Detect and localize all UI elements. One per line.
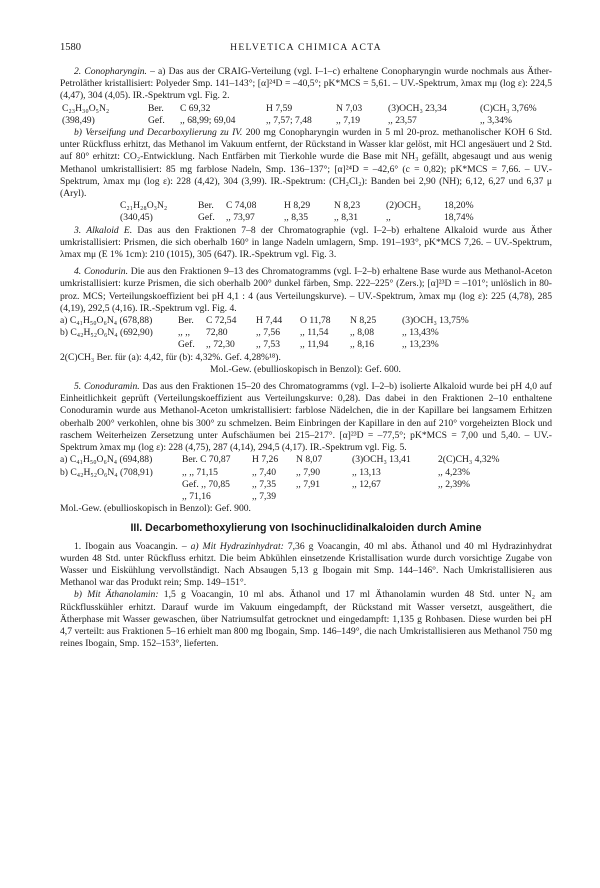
molecular-weight-text: Mol.-Gew. (ebullioskopisch in Benzol): Gef. 600. [210, 363, 401, 375]
formula [60, 491, 182, 503]
analysis-row [60, 467, 552, 479]
analysis-row [60, 200, 552, 212]
carbon-value: 72,80 [206, 327, 228, 339]
running-header [60, 42, 552, 56]
nitrogen-value: ,, 7,90 [296, 466, 320, 478]
analysis-row [60, 339, 552, 351]
section-2-text: – a) Das aus der CRAIG-Verteilung (vgl. I–1–c) erhaltene Conopharyngin wurde nochmals aus Äther-Petroläther kristallisiert: Polyeder Smp. 141–143°; [α]²⁴D = –40,5°; pK*MCS = 5,61. – UV.-Spektrum, λmax mμ (log ε): 224,5 (4,47), 304 (4,05). IR.-Spektrum vgl. Fig. 2. [60, 66, 552, 102]
formula [60, 479, 182, 491]
analysis-label: ,, ,, [178, 327, 190, 339]
cmethyl-value: ,, 4,23% [438, 466, 470, 478]
section-3-text: Das aus den Fraktionen 7–8 der Chromatographie (vgl. I–2–b) erhaltene Alkaloid wurde aus Äther umkristallisiert: Prismen, die sich oberhalb 160° in lange Nadeln umlagern, Smp. 191–193°, pK*MCS 7,26. – UV.-Spektrum, λmax mμ (E 1% 1cm): 210 (1015), 305 (647). IR.-Spektrum vgl. Fig. 3. [60, 224, 552, 261]
hydrogen-value: ,, 7,39 [252, 490, 276, 502]
section-2-paragraph [60, 66, 552, 103]
analysis-row [60, 479, 552, 491]
hydrogen-value: H 7,26 [252, 454, 279, 466]
ibogain-b-text: 1,5 g Voacangin, 10 ml abs. Äthanol und 17 ml Äthanolamin wurden 48 Std. unter N₂ am Rückflusskühler erhitzt. Darauf wurde im Vakuum eingedampft, der Rückstand mit Wasser versetzt, ausgeäthert, die Ätherphase mit Wasser gewaschen, über Natriumsulfat getrocknet und eingedampft: 1,135 g Rohbasen. Diese wurden bei pH 4,7 verteilt: aus Fraktionen 5–16 erhielt man 800 mg Ibogain, Smp. 146–149°, die nach Umkristallisieren aus Methanol 750 mg reines Ibogain, Smp. 152–153°, lieferten. [60, 589, 552, 650]
ibogain-a-title: – a) Mit Hydrazinhydrat: [181, 540, 284, 552]
cmethyl-row [60, 352, 552, 364]
nitrogen-value: N 8,23 [334, 200, 361, 212]
nitrogen-value: N 7,03 [336, 102, 363, 114]
analysis-row [60, 212, 552, 224]
cmethyl-value: ,, 2,39% [438, 478, 470, 490]
carbon-value: ,, 73,97 [226, 212, 255, 224]
section-2-title: 2. Conopharyngin. [74, 66, 147, 77]
section-4-text: Die aus den Fraktionen 9–13 des Chromatogramms (vgl. I–2–b) erhaltene Base wurde aus Methanol-Aceton umkristallisiert: kurze Prismen, die sich oberhalb 200° dunkel färben, Smp. 222–225° (Zers.); [α]²³D = –101°; unlöslich in 80-proz. MCS; Verteilungskoeffizient bei pH 4,1 : 4 (aus Verteilungskurve). – UV.-Spektrum, λmax mμ (log ε): 225 (4,78), 285 (4,19), 292,5 (4,16). IR.-Spektrum vgl. Fig. 4. [60, 266, 552, 314]
methoxy-label: (2)OCH₃ [386, 200, 421, 212]
hydrogen-value: ,, 7,35 [252, 478, 276, 490]
hydrogen-value: H 7,59 [266, 102, 293, 114]
analysis-label: Ber. [198, 200, 214, 212]
analysis-row [60, 454, 552, 466]
cmethyl-value: ,, 3,34% [480, 114, 512, 126]
page [60, 42, 552, 650]
carbon-value: ,, 68,99; 69,04 [180, 114, 236, 126]
formula: b) C₄₂H₅₂O₆N₄ (708,91) [60, 466, 153, 478]
section-3-paragraph [60, 225, 552, 262]
carbon-value: C 69,32 [180, 102, 211, 114]
section-5-paragraph [60, 381, 552, 454]
methoxy-value: 18,74% [444, 212, 474, 224]
molecular-weight-text: Mol.-Gew. (ebullioskopisch in Benzol): Gef. 900. [60, 503, 251, 515]
section-5-text: Das aus den Fraktionen 15–20 des Chromatogramms (vgl. I–2–b) isolierte Alkaloid wurde bei pH 4,0 auf Einheitlichkeit geprüft (Verteilungskoeffizient aus Verteilungskurve: 0,28). Das dabei in den Fraktionen 2–10 enthaltene Conoduramin wurde aus Methanol-Aceton umkristallisiert: farblose Nädelchen, die in der Kapillare bei langsamem Erhitzen oberhalb 200° verkohlen, ohne bis 300° zu schmelzen. Beim Einbringen der Kapillare in den auf 210° vorgeheizten Block und raschem Weiterheizen Zersetzung unter Aufschäumen bei 215–217°. [α]²³D = –77,5°; pK*MCS = 7,00 und 5,40. – UV.-Spektrum λmax mμ (log ε): 228 (4,75), 287 (4,14), 294,5 (4,17). IR.-Spektrum vgl. Fig. 5. [60, 381, 552, 454]
analysis-row [60, 315, 552, 327]
nitrogen-value: ,, 7,19 [336, 114, 360, 126]
analysis-row [60, 103, 552, 115]
hydrogen-value: H 7,44 [256, 315, 283, 327]
carbon-value: Gef. ,, 70,85 [182, 478, 230, 490]
section-2b-text: 200 mg Conopharyngin wurden in 5 ml 20-proz. methanolischer KOH 6 Std. unter Rückfluss erhitzt, das Methanol im Vakuum entfernt, der Rückstand in Wasser klar gelöst, mit HCl angesäuert und 2 Std. auf 80° erhitzt: CO₂-Entwicklung. Nach Entfärben mit Tierkohle wurde die Base mit NH₃ gefällt, abgesaugt und aus wenig Methanol umkristallisiert: 85 mg farblose Nadeln, Smp. 136–137°; [α]²⁴D = –42,6° (c = 0,82); pK*MCS = 7,66. – UV.-Spektrum, λmax mμ (log ε): 228 (4,42), 304 (3,99). IR.-Spektrum: (CH₂Cl₂): Banden bei 2,90 (NH); 6,12, 6,27 und 6,37 μ (Aryl). [60, 127, 553, 200]
analysis-label: Ber. [148, 102, 164, 114]
section-2b-paragraph [60, 127, 552, 200]
methoxy-value: ,, 23,57 [388, 114, 417, 126]
hydrogen-value: ,, 7,57; 7,48 [266, 114, 312, 126]
methoxy-value: ,, 13,23% [402, 339, 439, 351]
analysis-row [60, 327, 552, 339]
section-3-title: 3. Alkaloid E. [74, 224, 133, 236]
methoxy-value: ,, 13,13 [352, 466, 381, 478]
oxygen-value: ,, 11,54 [300, 327, 329, 339]
section-5-title: 5. Conoduramin. [74, 381, 140, 393]
hydrogen-value: ,, 7,56 [256, 327, 280, 339]
nitrogen-value: ,, 8,31 [334, 212, 358, 224]
formula: C₂₃H₃₀O₅N₂ [62, 102, 110, 114]
molecular-weight: (398,49) [62, 114, 95, 126]
formula: C₂₁H₂₈O₃N₂ [120, 200, 168, 212]
carbon-value: C 72,54 [206, 315, 237, 327]
analysis-label: Ber. [178, 315, 194, 327]
methoxy-value: ,, 13,43% [402, 327, 439, 339]
formula: a) C₄₁H₅₀O₆N₄ (694,88) [60, 454, 153, 466]
nitrogen-value: N 8,07 [296, 454, 323, 466]
cmethyl-value: 2(C)CH₃ 4,32% [438, 454, 500, 466]
nitrogen-value: ,, 7,91 [296, 478, 320, 490]
formula [60, 339, 178, 351]
methoxy-label: ,, [386, 212, 391, 224]
oxygen-value: O 11,78 [300, 315, 331, 327]
hydrogen-value: H 8,29 [284, 200, 311, 212]
formula: a) C₄₁H₅₀O₆N₄ (678,88) [60, 315, 153, 327]
methoxy-value: (3)OCH₃ 13,75% [402, 315, 469, 327]
carbon-value: Ber. C 70,87 [182, 454, 231, 466]
molecular-weight-row [60, 364, 552, 376]
nitrogen-value: ,, 8,08 [350, 327, 374, 339]
carbon-value: ,, ,, 71,15 [182, 466, 218, 478]
hydrogen-value: ,, 7,53 [256, 339, 280, 351]
carbon-value: ,, 72,30 [206, 339, 235, 351]
nitrogen-value: ,, 8,16 [350, 339, 374, 351]
carbon-value: C 74,08 [226, 200, 257, 212]
oxygen-value: ,, 11,94 [300, 339, 329, 351]
ibogain-b-title: b) Mit Äthanolamin: [74, 589, 159, 601]
methoxy-value: 18,20% [444, 200, 474, 212]
methoxy-value: ,, 12,67 [352, 478, 381, 490]
formula: b) C₄₂H₅₂O₆N₄ (692,90) [60, 327, 153, 339]
journal-title: HELVETICA CHIMICA ACTA [230, 42, 382, 53]
nitrogen-value: N 8,25 [350, 315, 377, 327]
ibogain-b-paragraph [60, 589, 552, 650]
page-number: 1580 [60, 42, 81, 53]
hydrogen-value: ,, 7,40 [252, 466, 276, 478]
analysis-row [60, 115, 552, 127]
methoxy-value: (3)OCH₃ 13,41 [352, 454, 411, 466]
cmethyl-text: 2(C)CH₃ Ber. für (a): 4,42, für (b): 4,32%. Gef. 4,28%¹⁸). [60, 351, 281, 363]
section-4-title: 4. Conodurin. [74, 266, 128, 278]
section-2b-title: b) Verseifung und Decarboxylierung zu IV. [74, 127, 243, 139]
section-heading: III. Decarbomethoxylierung von Isochinuclidinalkaloiden durch Amine [130, 522, 482, 535]
molecular-weight: (340,45) [120, 212, 153, 224]
analysis-label: Gef. [178, 339, 195, 351]
cmethyl-value: (C)CH₃ 3,76% [480, 102, 537, 114]
molecular-weight-row [60, 503, 552, 515]
carbon-value: ,, 71,16 [182, 490, 211, 502]
ibogain-a-text: 7,36 g Voacangin, 40 ml abs. Äthanol und 40 ml Hydrazinhydrat wurden 48 Std. unter Rückfluss erhitzt. Die beim Abkühlen einsetzende Kristallisation wurde durch vorsichtige Zugabe von Wasser und Eiskühlung vervollständigt. Nach Absaugen 5,13 g Ibogain mit Smp. 144–146°. Nach Umkristallisieren aus Methanol war das Produkt rein; Smp. 149–151°. [60, 540, 553, 589]
analysis-label: Gef. [148, 114, 165, 126]
analysis-label: Gef. [198, 212, 215, 224]
ibogain-a-paragraph [60, 541, 552, 590]
methoxy-value: (3)OCH₃ 23,34 [388, 102, 447, 114]
ibogain-title: 1. Ibogain aus Voacangin. [74, 540, 178, 552]
section-4-paragraph [60, 266, 552, 315]
hydrogen-value: ,, 8,35 [284, 212, 308, 224]
analysis-row [60, 491, 552, 503]
